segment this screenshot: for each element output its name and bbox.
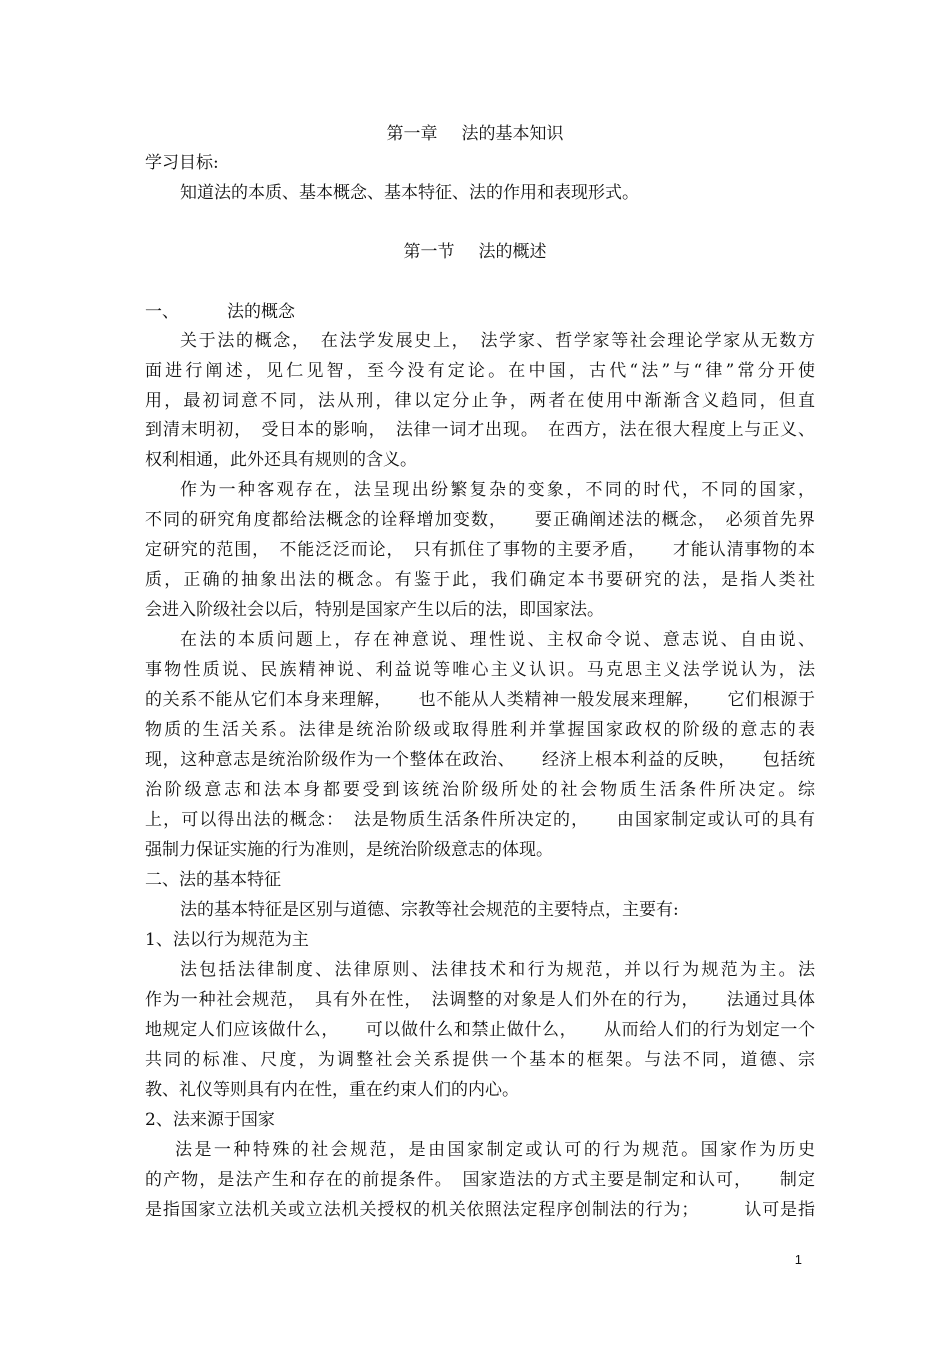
section-number: 第一节 — [403, 242, 455, 262]
section-heading — [0, 241, 950, 263]
paragraph-line: 强制力保证实施的行为准则，是统治阶级意志的体现。 — [145, 840, 553, 860]
chapter-number: 第一章 — [386, 124, 438, 144]
paragraph-line: 是指国家立法机关或立法机关授权的机关依照法定程序创制法的行为； 认可是指 — [145, 1200, 815, 1220]
paragraph-line: 作为一种社会规范， 具有外在性， 法调整的对象是人们外在的行为， 法通过具体 — [145, 990, 815, 1010]
part1-title: 法的概念 — [227, 302, 295, 322]
paragraph-line: 的产物，是法产生和存在的前提条件。 国家造法的方式主要是制定和认可， 制定 — [145, 1170, 815, 1190]
objectives-label: 学习目标: — [145, 153, 219, 173]
paragraph-line: 现，这种意志是统治阶级作为一个整体在政治、 经济上根本利益的反映， 包括统 — [145, 750, 815, 770]
paragraph-line: 会进入阶级社会以后，特别是国家产生以后的法，即国家法。 — [145, 600, 604, 620]
paragraph-line: 地规定人们应该做什么， 可以做什么和禁止做什么， 从而给人们的行为划定一个 — [145, 1020, 815, 1040]
section-title: 法的概述 — [478, 242, 547, 262]
paragraph-line: 法是一种特殊的社会规范，是由国家制定或认可的行为规范。国家作为历史 — [175, 1140, 815, 1160]
paragraph-line: 法包括法律制度、法律原则、法律技术和行为规范，并以行为规范为主。法 — [180, 960, 815, 980]
part2-heading: 二、法的基本特征 — [145, 870, 281, 890]
paragraph-line: 治阶级意志和法本身都要受到该统治阶级所处的社会物质生活条件所决定。综 — [145, 780, 815, 800]
paragraph-line: 关于法的概念， 在法学发展史上， 法学家、哲学家等社会理论学家从无数方 — [180, 331, 815, 351]
paragraph-line: 定研究的范围， 不能泛泛而论， 只有抓住了事物的主要矛盾， 才能认清事物的本 — [145, 540, 815, 560]
objectives-text: 知道法的本质、基本概念、基本特征、法的作用和表现形式。 — [180, 183, 639, 203]
paragraph-line: 作为一种客观存在，法呈现出纷繁复杂的变象，不同的时代，不同的国家， — [180, 480, 815, 500]
paragraph-line: 到清末明初， 受日本的影响， 法律一词才出现。 在西方，法在很大程度上与正义、 — [145, 420, 815, 440]
part1-number: 一、 — [145, 302, 179, 322]
item1-heading: 1、法以行为规范为主 — [145, 930, 309, 950]
paragraph-line: 物质的生活关系。法律是统治阶级或取得胜利并掌握国家政权的阶级的意志的表 — [145, 720, 815, 740]
paragraph-line: 在法的本质问题上，存在神意说、理性说、主权命令说、意志说、自由说、 — [180, 630, 815, 650]
paragraph-line: 教、礼仪等则具有内在性，重在约束人们的内心。 — [145, 1080, 519, 1100]
paragraph-line: 用，最初词意不同，法从刑，律以定分止争，两者在使用中渐渐含义趋同，但直 — [145, 391, 815, 411]
item2-heading: 2、法来源于国家 — [145, 1110, 275, 1130]
part1-heading — [145, 301, 295, 323]
paragraph-line: 质，正确的抽象出法的概念。有鉴于此，我们确定本书要研究的法，是指人类社 — [145, 570, 815, 590]
page-number: 1 — [794, 1252, 802, 1267]
paragraph-line: 面进行阐述，见仁见智，至今没有定论。在中国，古代“法”与“律”常分开使 — [145, 361, 815, 381]
part2-intro: 法的基本特征是区别与道德、宗教等社会规范的主要特点，主要有: — [180, 900, 679, 920]
paragraph-line: 权利相通，此外还具有规则的含义。 — [145, 450, 417, 470]
chapter-heading — [0, 123, 950, 145]
paragraph-line: 事物性质说、民族精神说、利益说等唯心主义认识。马克思主义法学说认为，法 — [145, 660, 815, 680]
paragraph-line: 上，可以得出法的概念： 法是物质生活条件所决定的， 由国家制定或认可的具有 — [145, 810, 815, 830]
paragraph-line: 共同的标准、尺度，为调整社会关系提供一个基本的框架。与法不同，道德、宗 — [145, 1050, 815, 1070]
paragraph-line: 不同的研究角度都给法概念的诠释增加变数， 要正确阐述法的概念， 必须首先界 — [145, 510, 815, 530]
paragraph-line: 的关系不能从它们本身来理解， 也不能从人类精神一般发展来理解， 它们根源于 — [145, 690, 815, 710]
chapter-title: 法的基本知识 — [461, 124, 564, 144]
